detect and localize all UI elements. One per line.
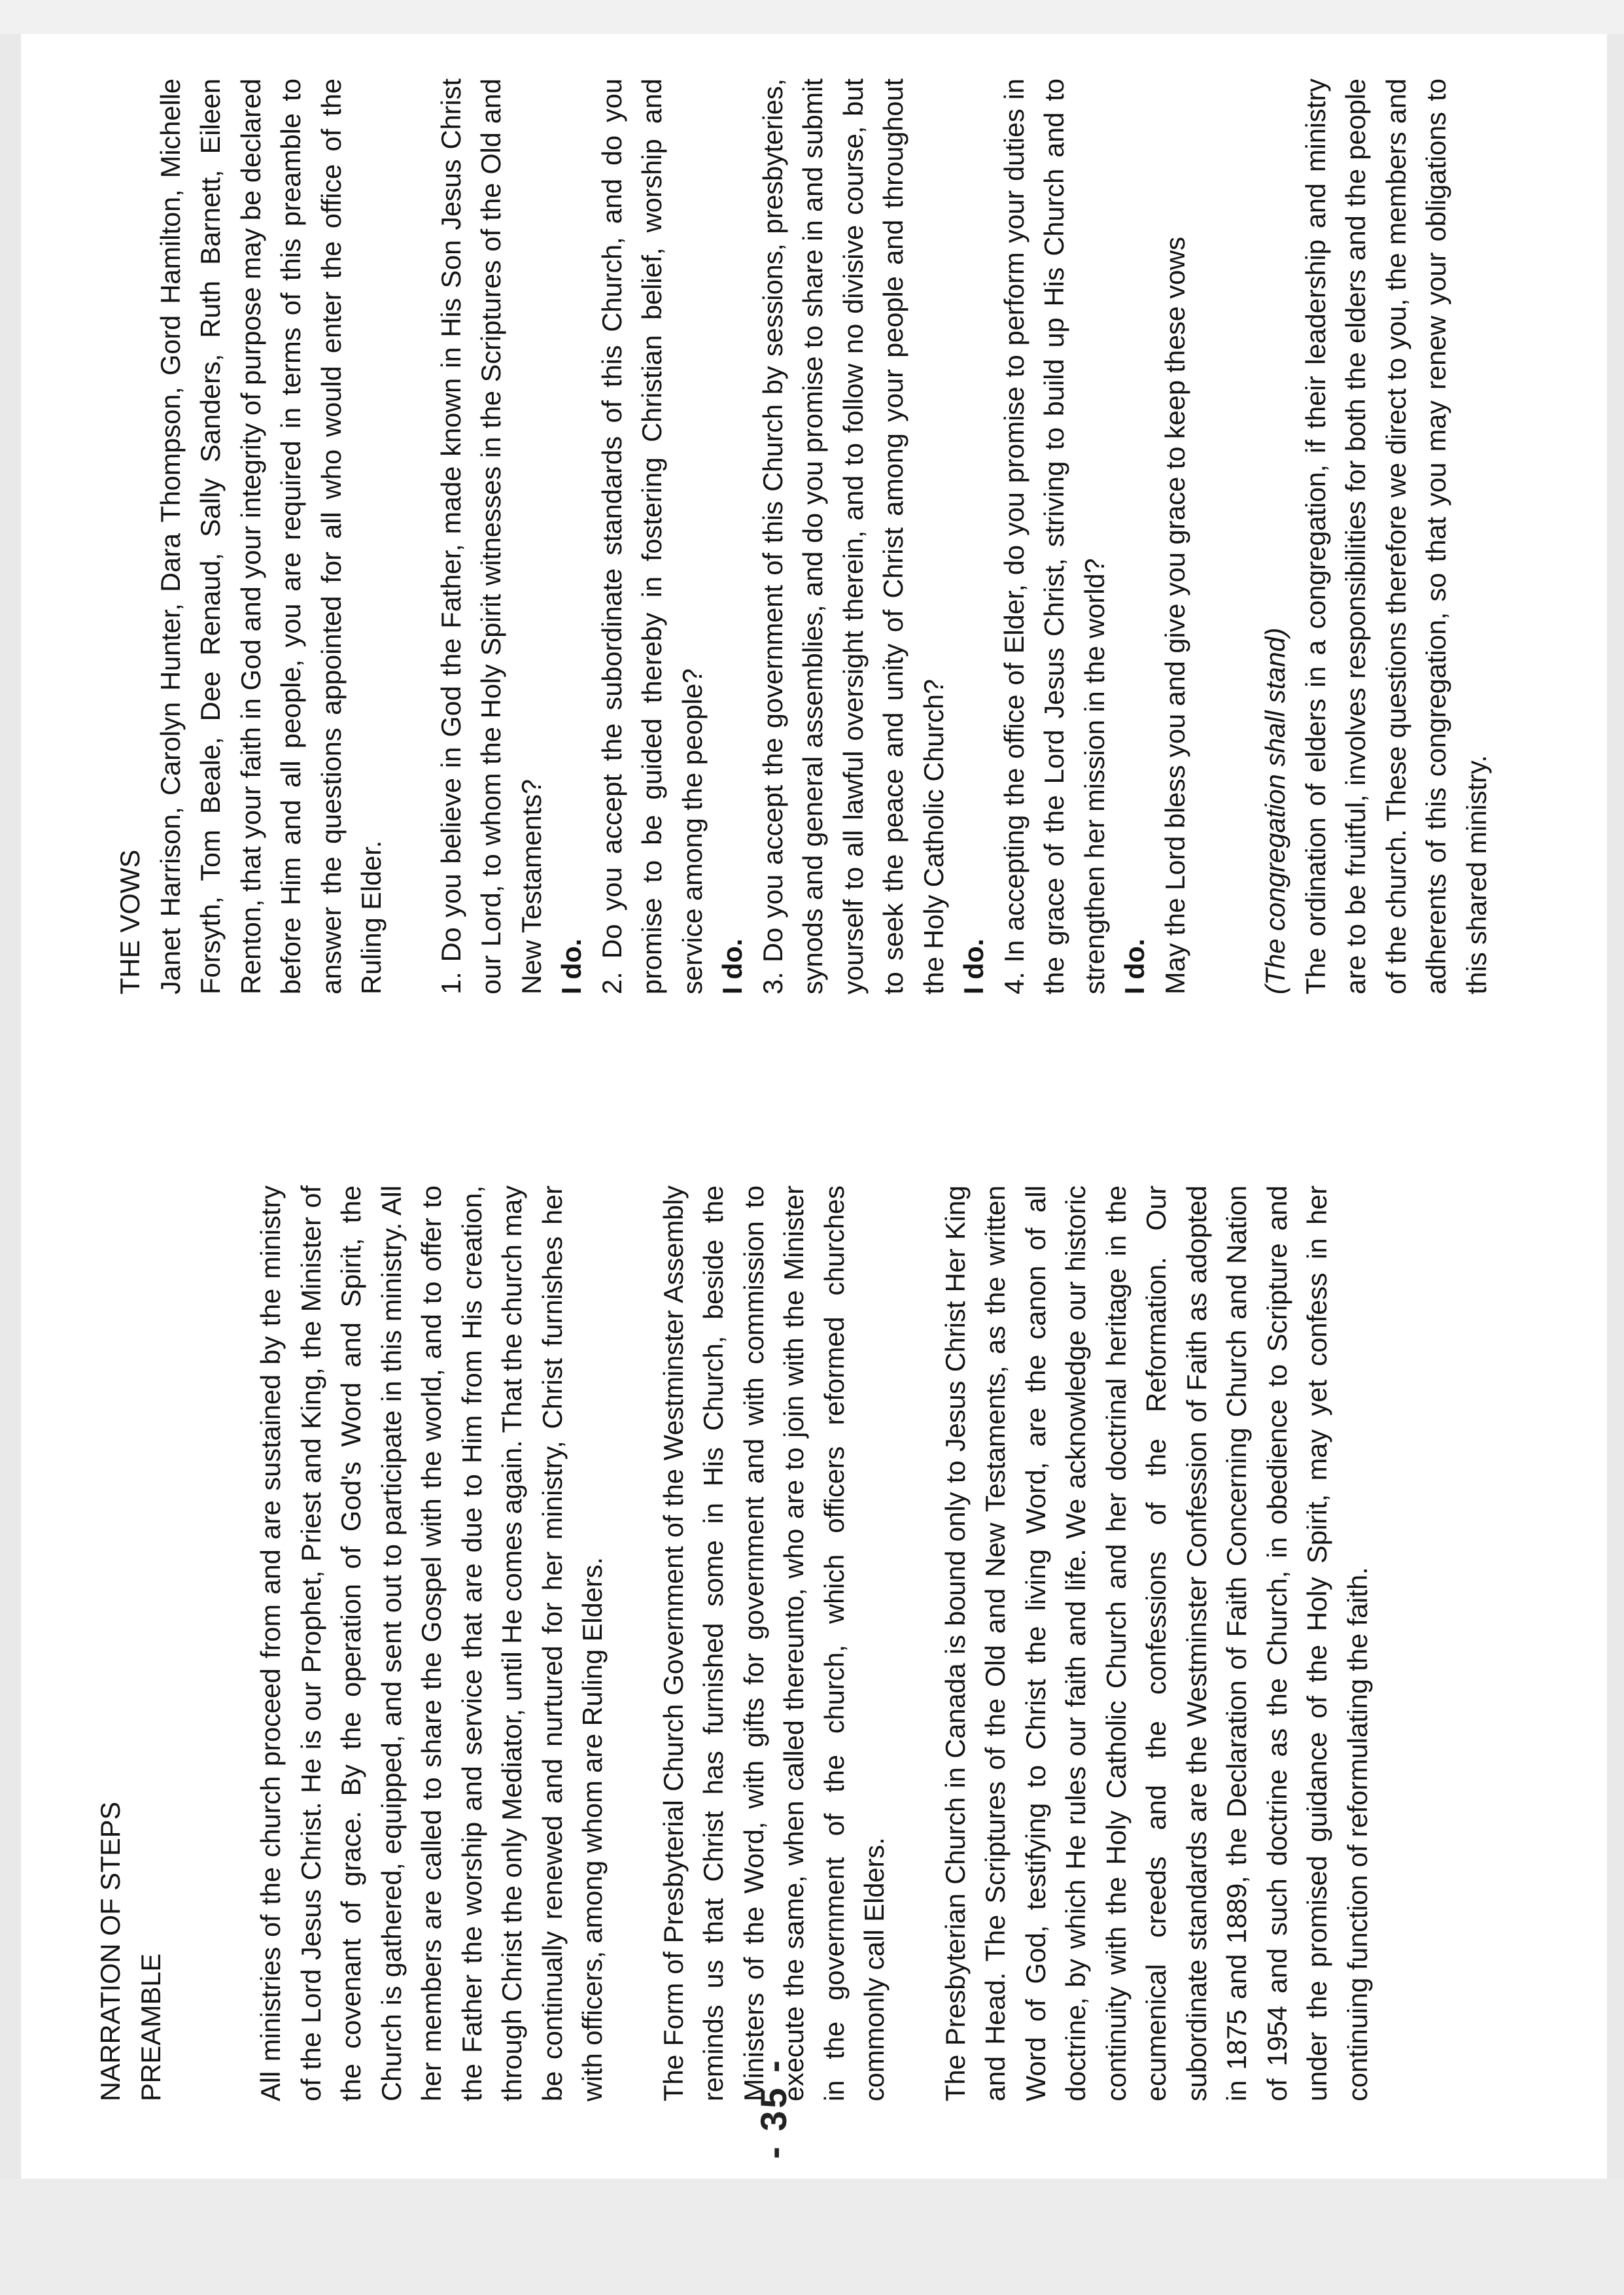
vow-question-4: 4. In accepting the office of Elder, do you promise to perform your duties in the grace of the Lord Jesus Christ, striving to build up His Church and to strengthen her mission in the world? [998,79,1110,994]
right-column [21,79,1607,994]
heading-narration-of-steps: NARRATION OF STEPS [95,1801,126,2101]
rotated-sheet [21,34,1607,2179]
vow-answer-1: I do. [556,938,587,994]
vow-question-1: 1. Do you believe in God the Father, made known in His Son Jesus Christ our Lord, to whom the Holy Spirit witnesses in the Scriptures of the Old and New Testaments? [435,79,547,994]
vow-answer-2: I do. [717,938,748,994]
narration-heading [90,1185,171,2101]
preamble-paragraph-1: All ministries of the church proceed from and are sustained by the ministry of the Lord Jesus Christ. He is our Prophet, Priest and King, the Minister of the covenant of grace. By the operation of God's Word and Spirit, the Church is gathered, equipped, and sent out to participate in this ministry. All her members are called to share the Gospel with the world, and to offer to the Father the worship and service that are due to Him from His creation, through Christ the only Mediator, until He comes again. That the church may be continually renewed and nurtured for her ministry, Christ furnishes her with officers, among whom are Ruling Elders. [255,1185,608,2101]
left-column [21,1185,1607,2101]
vow-question-3: 3. Do you accept the government of this Church by sessions, presbyteries, synods and general assemblies, and do you promise to share in and submit yourself to all lawful oversight therein, and to follow no divisive course, but to seek the peace and unity of Christ among your people and throughout the Holy Catholic Church? [757,79,949,994]
stage-direction: (The congregation shall stand) [1260,627,1290,994]
vows-intro: Janet Harrison, Carolyn Hunter, Dara Thompson, Gord Hamilton, Michelle Forsyth, Tom Beale, Dee Renaud, Sally Sanders, Ruth Barnett, Eileen Renton, that your faith in God and your integrity of purpose may be declared before Him and all people, you are required in terms of this preamble to answer the questions appointed for all who would enter the office of the Ruling Elder. [154,79,387,994]
closing-paragraph: The ordination of elders in a congregation, if their leadership and ministry are to be fruitful, involves responsibilities for both the elders and the people of the church. These questions therefore we direct to you, the members and adherents of this congregation, so that you may renew your obligations to this shared ministry. [1300,79,1492,994]
vow-answer-3: I do. [958,938,989,994]
vows-heading: THE VOWS [114,849,145,994]
preamble-paragraph-3: The Presbyterian Church in Canada is bound only to Jesus Christ Her King and Head. The Scriptures of the Old and New Testaments, as the written Word of God, testifying to Christ the living Word, are the canon of all doctrine, by which He rules our faith and life. We acknowledge our historic continuity with the Holy Catholic Church and her doctrinal heritage in the ecumenical creeds and the confessions of the Reformation. Our subordinate standards are the Westminster Confession of Faith as adopted in 1875 and 1889, the Declaration of Faith Concerning Church and Nation of 1954 and such doctrine as the Church, in obedience to Scripture and under the promised guidance of the Holy Spirit, may yet confess in her continuing function of reformulating the faith. [939,1185,1373,2101]
vow-questions [431,79,1196,994]
vow-question-2: 2. Do you accept the subordinate standards of this Church, and do you promise to be guided thereby in fostering Christian belief, worship and service among the people? [596,79,708,994]
blessing: May the Lord bless you and give you grace to keep these vows [1159,236,1190,994]
scanner-bottom-band [0,2179,1624,2295]
scanner-top-band [0,0,1624,34]
document-page [21,34,1607,2179]
page-number: - 35 - [753,2058,794,2159]
preamble-paragraph-2: The Form of Presbyterial Church Government of the Westminster Assembly reminds us that Christ has furnished some in His Church, beside the Ministers of the Word, with gifts for government and with commission to execute the same, when called thereunto, who are to join with the Minister in the government of the church, which officers reformed churches commonly call Elders. [657,1185,890,2101]
heading-preamble: PREAMBLE [135,1953,166,2101]
vow-answer-4: I do. [1119,938,1150,994]
